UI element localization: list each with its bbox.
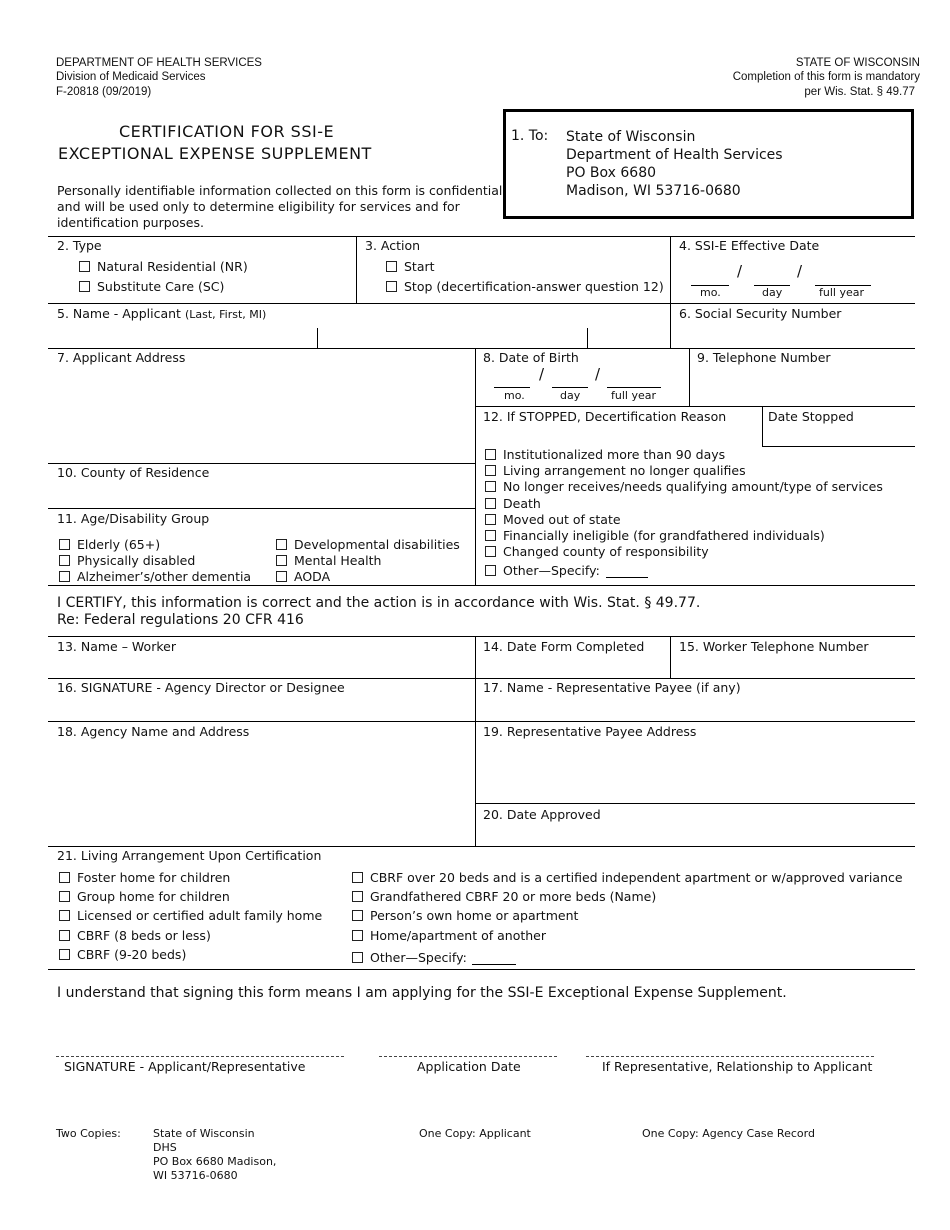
copy-address-line: State of Wisconsin (153, 1127, 255, 1140)
date-slash: / (539, 365, 545, 383)
elderly-label: Elderly (65+) (77, 537, 161, 552)
arrangement-label: CBRF (8 beds or less) (77, 928, 211, 943)
payee-name-field[interactable] (477, 697, 913, 719)
county-label: 10. County of Residence (57, 465, 210, 480)
physically-disabled-checkbox[interactable] (59, 555, 70, 566)
living-arrangement-label: 21. Living Arrangement Upon Certification (57, 848, 322, 863)
date-approved-field[interactable] (477, 824, 913, 844)
to-address-line: Madison, WI 53716-0680 (566, 183, 741, 199)
copy-applicant: One Copy: Applicant (419, 1127, 531, 1140)
applicant-signature-label: SIGNATURE - Applicant/Representative (64, 1059, 306, 1074)
reason-checkbox[interactable] (485, 481, 496, 492)
mental-health-checkbox[interactable] (276, 555, 287, 566)
date-slash: / (797, 262, 803, 280)
agency-signature-label: 16. SIGNATURE - Agency Director or Designee (57, 680, 345, 695)
worker-phone-label: 15. Worker Telephone Number (679, 639, 869, 654)
two-copies-label: Two Copies: (56, 1127, 121, 1140)
day-caption: day (762, 286, 783, 299)
applicant-name-field[interactable] (50, 322, 668, 346)
developmental-checkbox[interactable] (276, 539, 287, 550)
applicant-name-label (57, 306, 266, 321)
arrangement-checkbox[interactable] (59, 872, 70, 883)
agency-address-label: 18. Agency Name and Address (57, 724, 250, 739)
reason-checkbox[interactable] (485, 514, 496, 525)
telephone-label: 9. Telephone Number (697, 350, 831, 365)
arrangement-checkbox[interactable] (59, 949, 70, 960)
arrangement-checkbox[interactable] (59, 891, 70, 902)
certify-statement: I CERTIFY, this information is correct and the action is in accordance with Wis. Stat. § 49.77. (57, 595, 701, 611)
to-address-line: Department of Health Services (566, 147, 783, 163)
privacy-line: and will be used only to determine eligibility for services and for (57, 199, 460, 214)
payee-address-field[interactable] (477, 742, 913, 800)
action-label: 3. Action (365, 238, 421, 253)
reason-label: Institutionalized more than 90 days (503, 447, 726, 462)
applicant-address-label: 7. Applicant Address (57, 350, 186, 365)
month-caption: mo. (700, 286, 721, 299)
effective-date-label: 4. SSI-E Effective Date (679, 238, 820, 253)
privacy-line: Personally identifiable information collected on this form is confidential (57, 183, 503, 198)
telephone-field[interactable] (691, 368, 913, 404)
mandatory-line-2: per Wis. Stat. § 49.77 (804, 86, 915, 98)
action-start-checkbox[interactable] (386, 261, 397, 272)
form-title-line-2: EXCEPTIONAL EXPENSE SUPPLEMENT (58, 144, 372, 163)
county-field[interactable] (50, 482, 473, 506)
alzheimers-checkbox[interactable] (59, 571, 70, 582)
reason-label: Living arrangement no longer qualifies (503, 463, 746, 478)
date-completed-field[interactable] (477, 656, 668, 676)
to-address-line: PO Box 6680 (566, 165, 657, 181)
applicant-name-hint: (Last, First, MI) (184, 308, 267, 321)
form-number: F-20818 (09/2019) (56, 86, 152, 98)
arrangement-checkbox[interactable] (352, 891, 363, 902)
arrangement-label: CBRF (9-20 beds) (77, 947, 187, 962)
mental-health-label: Mental Health (294, 553, 382, 568)
developmental-label: Developmental disabilities (294, 537, 460, 552)
to-address-line: State of Wisconsin (566, 129, 696, 145)
arrangement-other-specify-field[interactable] (472, 964, 516, 965)
aoda-label: AODA (294, 569, 331, 584)
arrangement-checkbox[interactable] (352, 872, 363, 883)
mandatory-line-1: Completion of this form is mandatory (732, 71, 920, 83)
reason-checkbox[interactable] (485, 546, 496, 557)
privacy-statement (57, 183, 502, 231)
type-nr-label: Natural Residential (NR) (97, 259, 248, 274)
copy-address-line: PO Box 6680 Madison, (153, 1155, 277, 1168)
application-date-label: Application Date (417, 1059, 521, 1074)
reason-other-specify-field[interactable] (606, 577, 648, 578)
reason-checkbox[interactable] (485, 465, 496, 476)
reason-label: Death (503, 496, 541, 511)
arrangement-label: Home/apartment of another (370, 928, 546, 943)
copy-address-line: DHS (153, 1141, 177, 1154)
reason-checkbox[interactable] (485, 449, 496, 460)
reason-checkbox[interactable] (485, 530, 496, 541)
form-title-line-1: CERTIFICATION FOR SSI-E (119, 122, 335, 141)
year-caption: full year (819, 286, 864, 299)
date-stopped-field[interactable] (764, 426, 913, 444)
date-completed-label: 14. Date Form Completed (483, 639, 645, 654)
arrangement-checkbox[interactable] (352, 910, 363, 921)
reason-label: Financially ineligible (for grandfathered individuals) (503, 528, 825, 543)
ssn-field[interactable] (672, 322, 912, 346)
decert-reason-label: 12. If STOPPED, Decertification Reason (483, 409, 727, 424)
copy-address (153, 1127, 276, 1183)
agency-address-field[interactable] (50, 742, 473, 844)
arrangement-label: Grandfathered CBRF 20 or more beds (Name) (370, 889, 657, 904)
dob-month-field[interactable] (494, 387, 530, 388)
copy-address-line: WI 53716-0680 (153, 1169, 238, 1182)
arrangement-label: CBRF over 20 beds and is a certified independent apartment or w/approved variance (370, 870, 903, 885)
relationship-label: If Representative, Relationship to Applicant (602, 1059, 873, 1074)
worker-name-label: 13. Name – Worker (57, 639, 176, 654)
reason-checkbox[interactable] (485, 498, 496, 509)
type-sc-checkbox[interactable] (79, 281, 90, 292)
copy-agency: One Copy: Agency Case Record (642, 1127, 815, 1140)
type-nr-checkbox[interactable] (79, 261, 90, 272)
arrangement-label: Person’s own home or apartment (370, 908, 579, 923)
action-start-label: Start (404, 259, 435, 274)
ssn-label: 6. Social Security Number (679, 306, 842, 321)
reason-other-label: Other—Specify: (503, 563, 600, 578)
month-caption: mo. (504, 389, 525, 402)
to-address (566, 128, 783, 200)
age-disability-label: 11. Age/Disability Group (57, 511, 210, 526)
division-name: Division of Medicaid Services (56, 71, 206, 83)
arrangement-other-label: Other—Specify: (370, 950, 467, 965)
arrangement-checkbox[interactable] (352, 930, 363, 941)
date-stopped-label: Date Stopped (768, 409, 854, 424)
arrangement-label: Group home for children (77, 889, 230, 904)
date-slash: / (737, 262, 743, 280)
applicant-name-text: 5. Name - Applicant (57, 306, 181, 321)
worker-phone-field[interactable] (672, 656, 912, 676)
applicant-signature-field[interactable] (56, 1056, 344, 1057)
arrangement-other-checkbox[interactable] (352, 952, 363, 963)
application-date-field[interactable] (379, 1056, 557, 1057)
type-sc-label: Substitute Care (SC) (97, 279, 225, 294)
physically-disabled-label: Physically disabled (77, 553, 196, 568)
arrangement-checkbox[interactable] (59, 930, 70, 941)
dob-day-field[interactable] (552, 387, 588, 388)
privacy-line: identification purposes. (57, 215, 204, 230)
relationship-field[interactable] (586, 1056, 874, 1057)
type-label: 2. Type (57, 238, 102, 253)
applicant-address-field[interactable] (50, 368, 473, 460)
date-slash: / (595, 365, 601, 383)
certify-regulation: Re: Federal regulations 20 CFR 416 (57, 612, 304, 628)
reason-label: Changed county of responsibility (503, 544, 709, 559)
arrangement-label: Foster home for children (77, 870, 231, 885)
year-caption: full year (611, 389, 656, 402)
reason-label: No longer receives/needs qualifying amount/type of services (503, 479, 883, 494)
arrangement-label: Licensed or certified adult family home (77, 908, 323, 923)
day-caption: day (560, 389, 581, 402)
action-stop-label: Stop (decertification-answer question 12) (404, 279, 664, 294)
alzheimers-label: Alzheimer’s/other dementia (77, 569, 252, 584)
payee-name-label: 17. Name - Representative Payee (if any) (483, 680, 741, 695)
aoda-checkbox[interactable] (276, 571, 287, 582)
date-approved-label: 20. Date Approved (483, 807, 601, 822)
reason-label: Moved out of state (503, 512, 621, 527)
elderly-checkbox[interactable] (59, 539, 70, 550)
dob-label: 8. Date of Birth (483, 350, 579, 365)
arrangement-checkbox[interactable] (59, 910, 70, 921)
worker-name-field[interactable] (50, 656, 473, 676)
to-label: 1. To: (511, 128, 549, 144)
department-name: DEPARTMENT OF HEALTH SERVICES (56, 57, 262, 69)
action-stop-checkbox[interactable] (386, 281, 397, 292)
agency-signature-field[interactable] (50, 697, 473, 719)
state-name: STATE OF WISCONSIN (795, 57, 920, 69)
payee-address-label: 19. Representative Payee Address (483, 724, 697, 739)
reason-other-checkbox[interactable] (485, 565, 496, 576)
dob-year-field[interactable] (607, 387, 661, 388)
understand-statement: I understand that signing this form means I am applying for the SSI-E Exceptional Expense Supplement. (57, 985, 787, 1001)
